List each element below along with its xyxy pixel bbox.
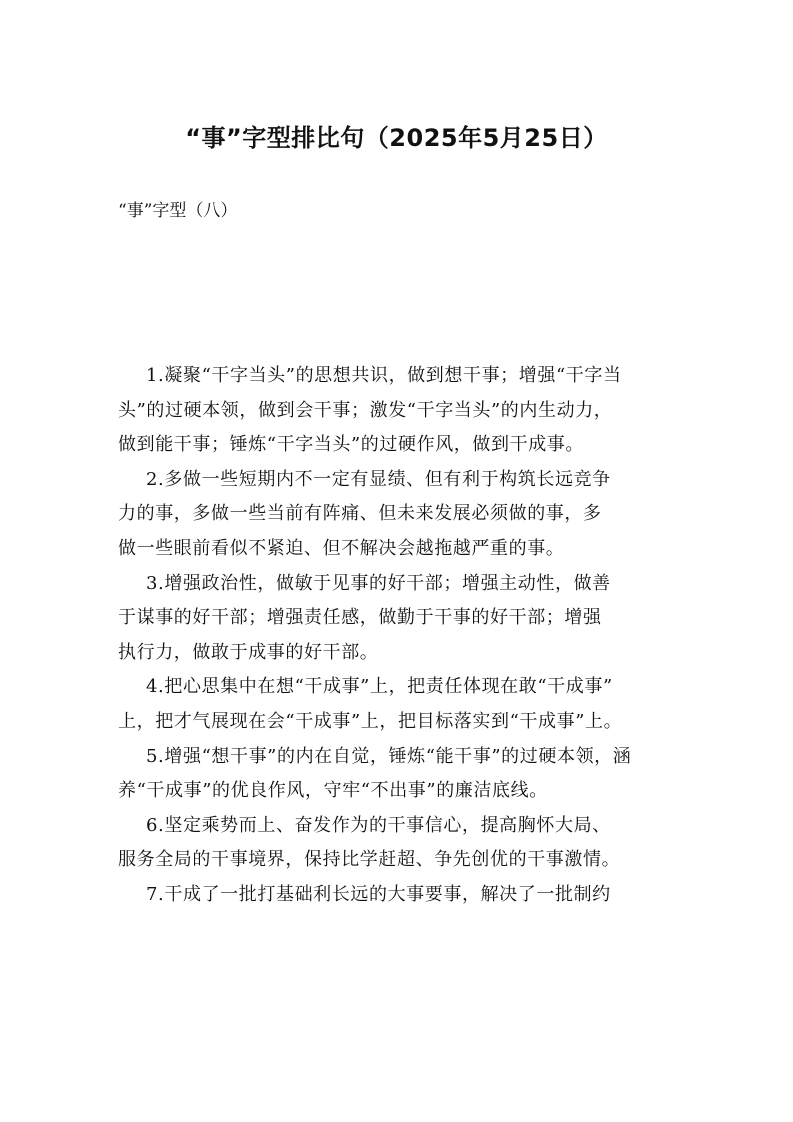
paragraph-1: 1.凝聚“干字当头”的思想共识，做到想干事；增强“干字当 头”的过硬本领，做到会干事；激发“干字当头”的内生动力， 做到能干事；锤炼“干字当头”的过硬作风，做到干成事。 [118, 365, 622, 456]
document-title: “事”字型排比句（2025年5月25日） [185, 124, 608, 152]
paragraph-7: 7.干成了一批打基础利长远的大事要事，解决了一批制约 [146, 883, 611, 905]
paragraph-2: 2.多做一些短期内不一定有显绩、但有利于构筑长远竞争 力的事，多做一些当前有阵痛、但未来发展必须做的事，多 做一些眼前看似不紧迫、但不解决会越拖越严重的事。 [118, 468, 611, 559]
document-subtitle: “事”字型（八） [118, 201, 238, 221]
document-body [118, 359, 675, 913]
paragraph-3: 3.增强政治性，做敏于见事的好干部；增强主动性，做善 于谋事的好干部；增强责任感，做勤于干事的好干部；增强 执行力，做敢于成事的好干部。 [118, 572, 611, 663]
paragraph-5: 5.增强“想干事”的内在自觉，锤炼“能干事”的过硬本领，涵 养“干成事”的优良作风，守牢“不出事”的廉洁底线。 [118, 745, 632, 802]
paragraph-6: 6.坚定乘势而上、奋发作为的干事信心，提高胸怀大局、 服务全局的干事境界，保持比学赶超、争先创优的干事激情。 [118, 814, 621, 871]
paragraph-4: 4.把心思集中在想“干成事”上，把责任体现在敢“干成事” 上，把才气展现在会“干成事”上，把目标落实到“干成事”上。 [118, 676, 623, 732]
